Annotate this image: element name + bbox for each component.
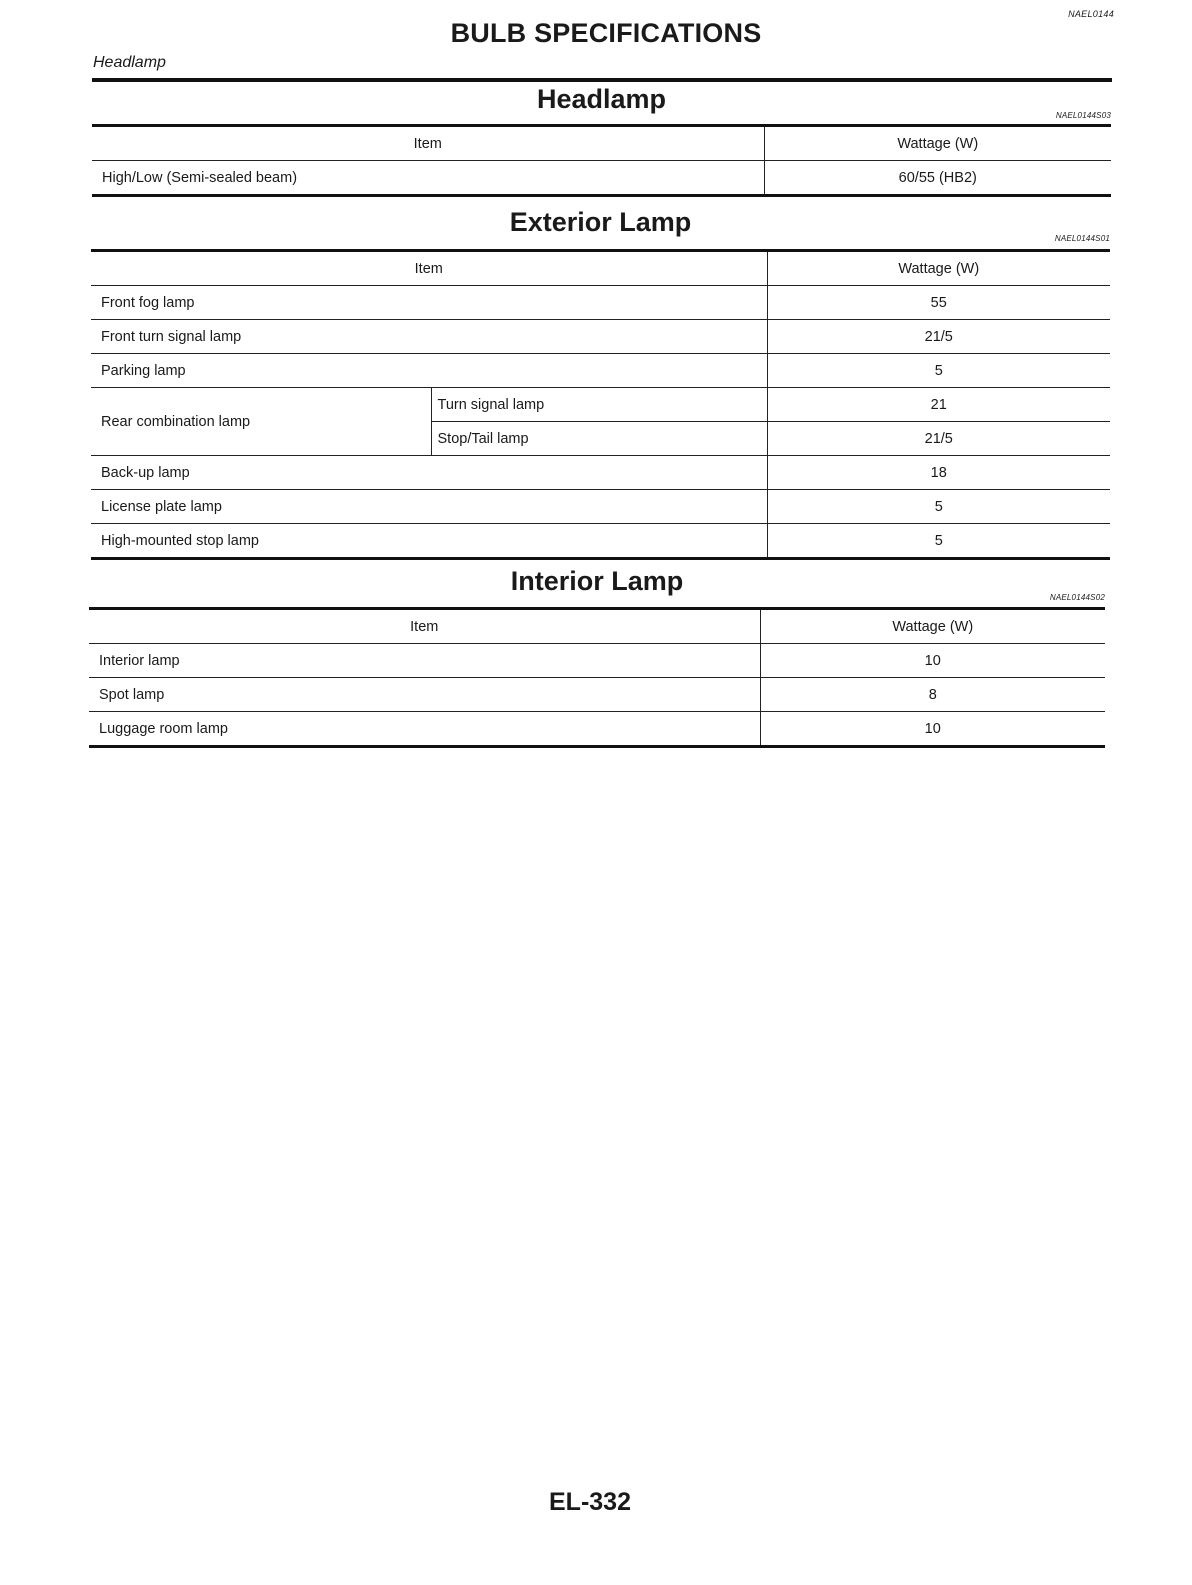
table-row: [89, 712, 1105, 747]
exterior-code: NAEL0144S01: [1054, 234, 1110, 243]
item-header: Item: [92, 126, 764, 161]
wattage-cell: 21/5: [767, 320, 1110, 354]
item-cell: High/Low (Semi-sealed beam): [92, 161, 764, 196]
wattage-cell: 60/55 (HB2): [764, 161, 1111, 196]
wattage-cell: 55: [767, 286, 1110, 320]
item-cell: Front turn signal lamp: [91, 320, 767, 354]
item-cell: Parking lamp: [91, 354, 767, 388]
table-row: [89, 644, 1105, 678]
exterior-table: [91, 249, 1110, 560]
table-row: [91, 490, 1110, 524]
page-title: BULB SPECIFICATIONS: [450, 18, 762, 48]
headlamp-table: [92, 124, 1111, 197]
item-cell: High-mounted stop lamp: [91, 524, 767, 559]
table-row: [91, 286, 1110, 320]
wattage-cell: 8: [760, 678, 1105, 712]
headlamp-title: Headlamp: [536, 84, 667, 114]
wattage-cell: 21/5: [767, 422, 1110, 456]
interior-section: [89, 566, 1105, 766]
wattage-header: Wattage (W): [760, 609, 1105, 644]
table-row: [91, 524, 1110, 559]
table-row: [91, 456, 1110, 490]
interior-title: Interior Lamp: [510, 566, 684, 596]
item-cell: Rear combination lamp: [91, 388, 431, 456]
sub-item-cell: Stop/Tail lamp: [431, 422, 767, 456]
sub-item-cell: Turn signal lamp: [431, 388, 767, 422]
section-label: Headlamp: [93, 54, 166, 71]
item-header: Item: [91, 251, 767, 286]
table-row: [91, 388, 1110, 422]
item-cell: Interior lamp: [89, 644, 760, 678]
table-row: [91, 320, 1110, 354]
table-header-row: [92, 126, 1111, 161]
item-cell: Spot lamp: [89, 678, 760, 712]
table-row: [89, 678, 1105, 712]
exterior-title: Exterior Lamp: [509, 207, 692, 237]
item-header: Item: [89, 609, 760, 644]
exterior-section: [91, 205, 1110, 565]
table-header-row: [91, 251, 1110, 286]
item-cell: Back-up lamp: [91, 456, 767, 490]
wattage-cell: 5: [767, 354, 1110, 388]
wattage-cell: 10: [760, 644, 1105, 678]
wattage-cell: 5: [767, 490, 1110, 524]
headlamp-code: NAEL0144S03: [1055, 111, 1111, 120]
wattage-cell: 21: [767, 388, 1110, 422]
headlamp-section: [92, 82, 1111, 202]
wattage-cell: 10: [760, 712, 1105, 747]
wattage-header: Wattage (W): [764, 126, 1111, 161]
table-header-row: [89, 609, 1105, 644]
wattage-header: Wattage (W): [767, 251, 1110, 286]
table-row: [91, 354, 1110, 388]
table-row: [92, 161, 1111, 196]
page-code: NAEL0144: [1068, 9, 1114, 19]
item-cell: Front fog lamp: [91, 286, 767, 320]
page-number: EL-332: [549, 1488, 631, 1516]
wattage-cell: 18: [767, 456, 1110, 490]
item-cell: Luggage room lamp: [89, 712, 760, 747]
interior-table: [89, 607, 1105, 748]
interior-code: NAEL0144S02: [1049, 593, 1105, 602]
wattage-cell: 5: [767, 524, 1110, 559]
item-cell: License plate lamp: [91, 490, 767, 524]
